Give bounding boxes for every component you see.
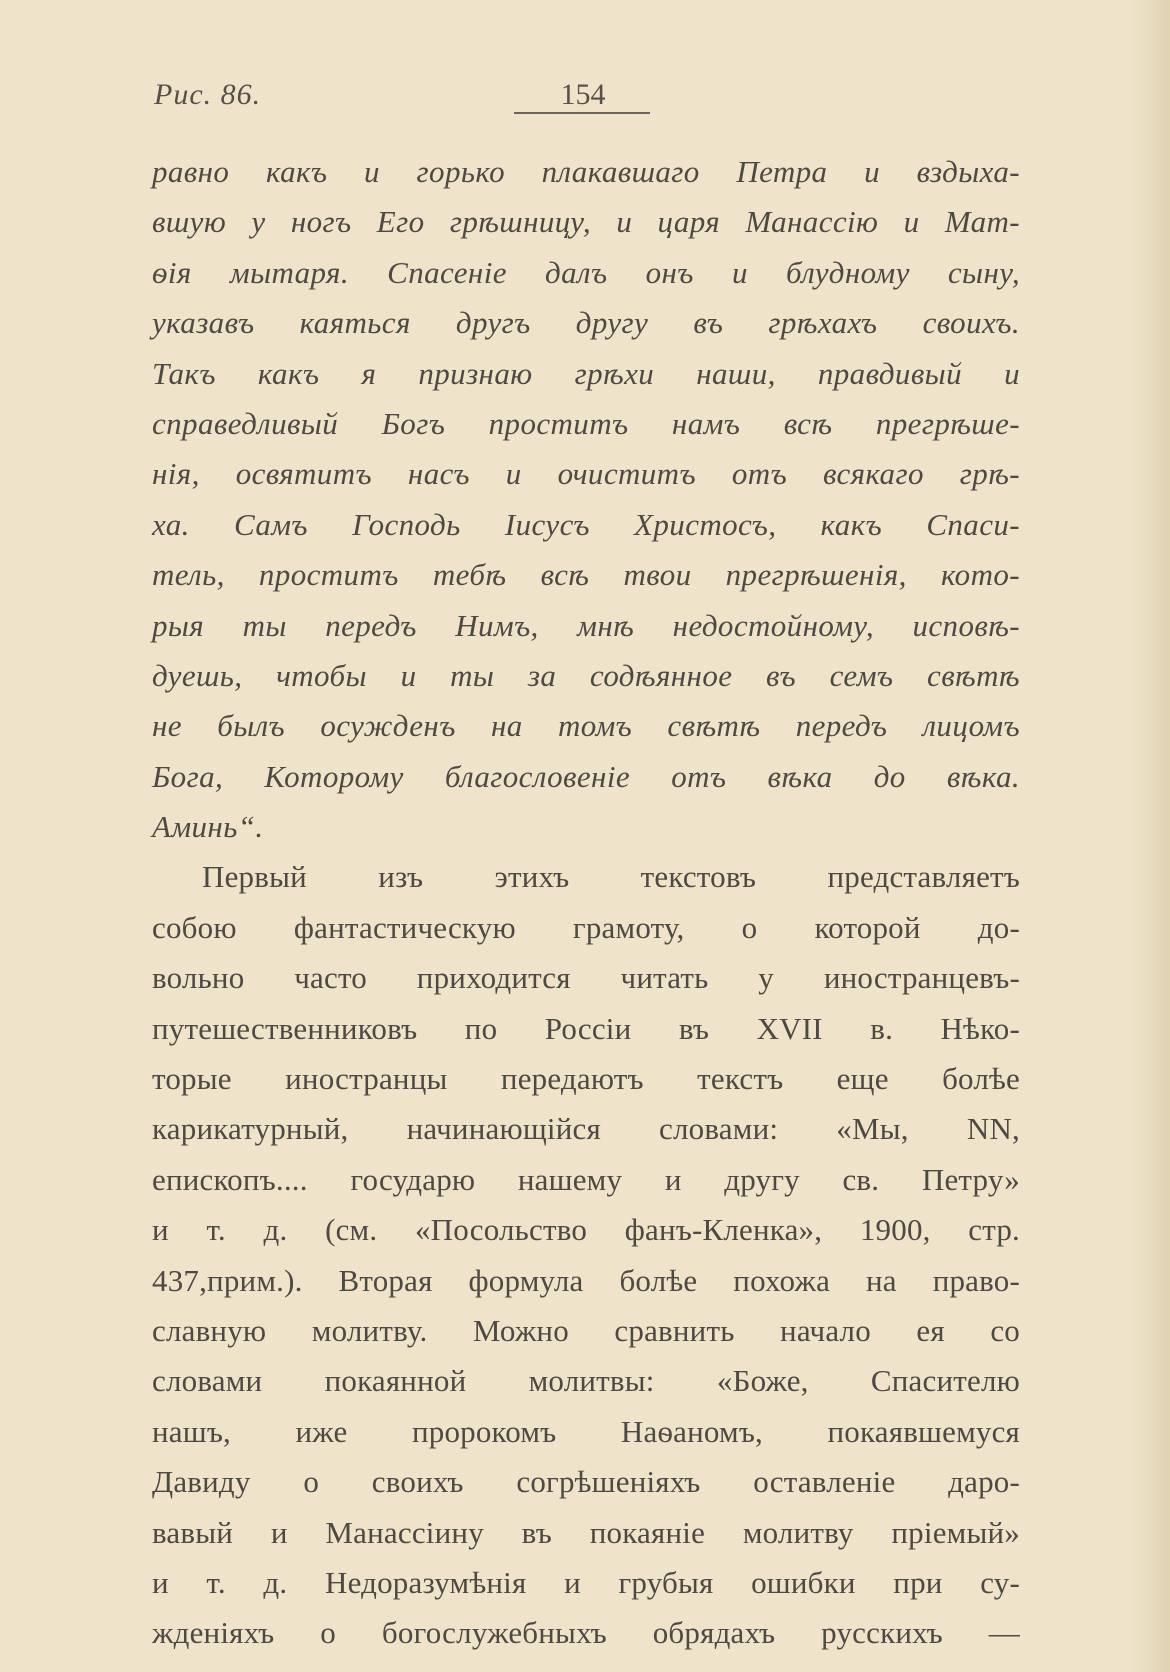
text-line: тель, проститъ тебѣ всѣ твои прегрѣшенія, кото- [152, 557, 1020, 593]
page-edge-shadow [1130, 0, 1170, 1672]
text-line: нашъ, иже пророкомъ Наѳаномъ, покаявшемуся [152, 1413, 1020, 1449]
text-line: карикатурный, начинающійся словами: «Мы, NN, [152, 1111, 1020, 1147]
text-line: Давиду о своихъ согрѣшеніяхъ оставленіе даро- [152, 1464, 1020, 1500]
text-line: ха. Самъ Господь Іисусъ Христосъ, какъ Спаси- [152, 506, 1020, 542]
text-line: Бога, Которому благословеніе отъ вѣка до вѣка. [152, 758, 1020, 794]
text-line: славную молитву. Можно сравнить начало ея со [152, 1312, 1020, 1348]
figure-label: Рис. 86. [154, 78, 262, 111]
page-header [148, 68, 1028, 118]
text-line: вавый и Манассіину въ покаяніе молитву пріемый» [152, 1514, 1020, 1550]
text-line: торые иностранцы передаютъ текстъ еще болѣе [152, 1061, 1020, 1097]
text-line: рыя ты передъ Нимъ, мнѣ недостойному, исповѣ- [152, 607, 1020, 643]
text-line: вольно часто приходится читать у иностранцевъ- [152, 960, 1020, 996]
text-line: вшую у ногъ Его грѣшницу, и царя Манассію и Мат- [152, 204, 1020, 240]
text-line: указавъ каяться другъ другу въ грѣхахъ своихъ. [152, 305, 1020, 341]
text-line: не былъ осужденъ на томъ свѣтѣ передъ лицомъ [152, 708, 1020, 744]
italic-paragraph [152, 147, 1020, 852]
text-line: путешественниковъ по Россіи въ XVII в. Нѣко- [152, 1010, 1020, 1046]
text-line: словами покаянной молитвы: «Боже, Спасителю [152, 1363, 1020, 1399]
text-line: ѳія мытаря. Спасеніе далъ онъ и блудному сыну, [152, 254, 1020, 290]
roman-paragraph [152, 852, 1020, 1658]
text-line: равно какъ и горько плакавшаго Петра и вздыха- [152, 154, 1020, 189]
text-line: собою фантастическую грамоту, о которой до- [152, 909, 1020, 945]
body-text [152, 147, 1020, 1659]
text-line: и т. д. (см. «Посольство фанъ-Кленка», 1900, стр. [152, 1212, 1020, 1248]
text-line: жденіяхъ о богослужебныхъ обрядахъ русскихъ — [152, 1615, 1020, 1651]
text-line: справедливый Богъ проститъ намъ всѣ прегрѣше- [152, 405, 1020, 441]
page-number: 154 [560, 78, 606, 111]
text-line: Аминь“. [152, 809, 264, 845]
text-line: Такъ какъ я признаю грѣхи наши, правдивый и [152, 355, 1020, 391]
text-line: Первый изъ этихъ текстовъ представляетъ [202, 859, 1020, 895]
text-line: 437,прим.). Вторая формула болѣе похожа на право- [152, 1262, 1020, 1298]
page-number-rule [514, 112, 650, 114]
text-line: дуешь, чтобы и ты за содѣянное въ семъ свѣтѣ [152, 657, 1020, 693]
text-line: епископъ.... государю нашему и другу св. Петру» [152, 1161, 1020, 1197]
text-line: и т. д. Недоразумѣнія и грубыя ошибки при су- [152, 1564, 1020, 1600]
text-line: нія, освятитъ насъ и очиститъ отъ всякаго грѣ- [152, 456, 1020, 492]
